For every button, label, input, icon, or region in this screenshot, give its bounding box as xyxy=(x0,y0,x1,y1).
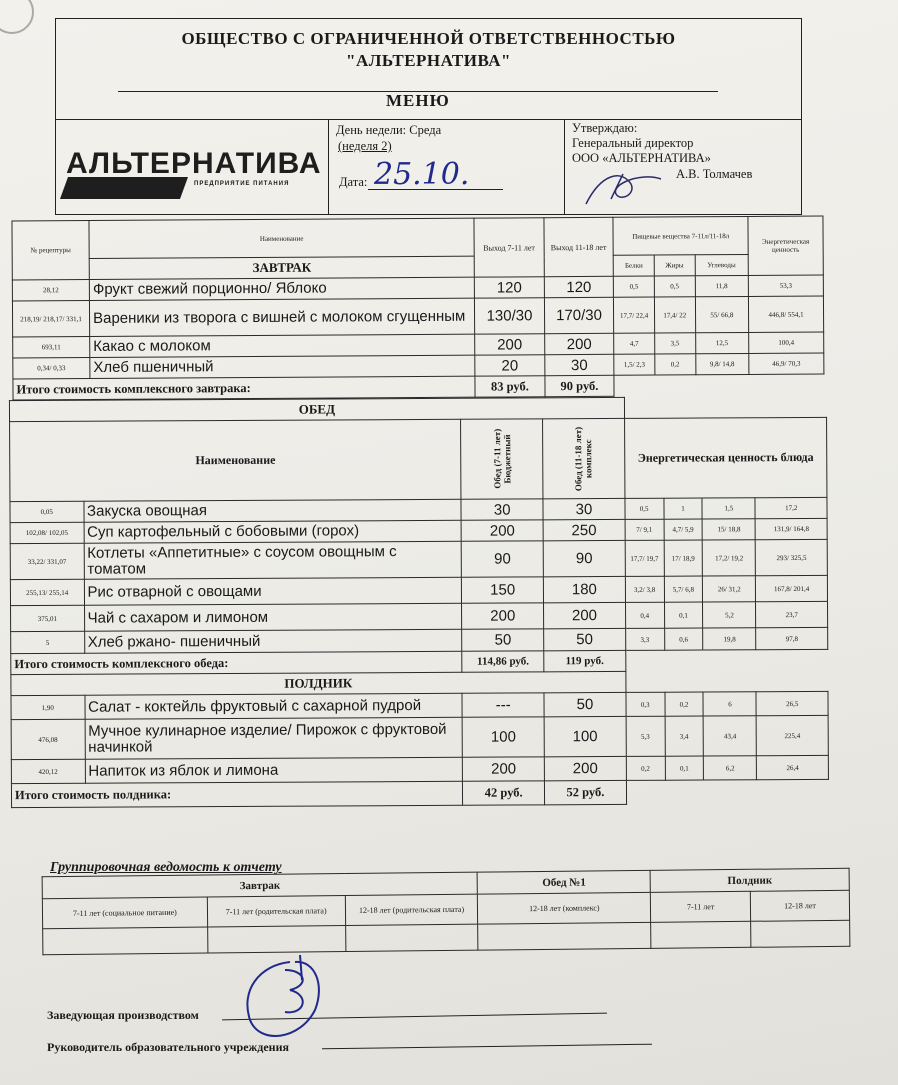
divider xyxy=(328,119,329,214)
menu-table-breakfast xyxy=(11,216,824,401)
col-energy: Энергетическая ценность xyxy=(748,216,823,275)
group-col-6: 12-18 лет xyxy=(750,890,849,921)
group-header-snack: Полдник xyxy=(650,868,849,892)
date-underline xyxy=(368,189,503,190)
col-lunch-out2: Обед (11-18 лет) комплекс xyxy=(573,426,594,491)
col-energy: Энергетическая ценность блюда xyxy=(624,417,827,498)
table-row: 28,12 Фрукт свежий порционно/ Яблоко 120 120 0,5 0,5 11,8 53,3 xyxy=(12,275,823,301)
col-recipe: № рецептуры xyxy=(12,221,89,280)
company-logo xyxy=(64,147,324,217)
menu-table-lunch xyxy=(9,396,829,808)
menu-title: МЕНЮ xyxy=(386,91,450,110)
col-out2: Выход 11-18 лет xyxy=(544,217,614,276)
col-protein: Белки xyxy=(613,255,654,276)
col-fat: Жиры xyxy=(654,255,695,276)
col-nutrients: Пищевые вещества 7-11л/11-18л xyxy=(613,216,748,255)
date-handwritten: 25.10. xyxy=(374,157,470,192)
col-name: Наименование xyxy=(10,419,462,501)
total-label: Итого стоимость комплексного завтрака: xyxy=(13,376,475,400)
header-box xyxy=(55,18,802,215)
table-row: 476,08 Мучное кулинарное изделие/ Пирожок с фруктовой начинкой 100 100 5,3 3,4 43,4 225,4 xyxy=(11,715,828,759)
org-name-line1: ОБЩЕСТВО С ОГРАНИЧЕННОЙ ОТВЕТСТВЕННОСТЬЮ xyxy=(181,29,676,48)
week-number: (неделя 2) xyxy=(338,139,392,153)
group-header-lunch: Обед №1 xyxy=(478,870,651,894)
table-row: 33,22/ 331,07 Котлеты «Аппетитные» с соусом овощным с томатом 90 90 17,7/ 19,7 17/ 18,9 17,2/ 19,2 293/ 325,5 xyxy=(10,539,827,579)
approve-name: А.В. Толмачев xyxy=(676,167,753,181)
grouping-title: Группировочная ведомость к отчету xyxy=(50,860,282,875)
total-label: Итого стоимость комплексного обеда: xyxy=(11,651,462,674)
col-name: Наименование xyxy=(89,218,474,258)
table-row: 255,13/ 255,14 Рис отварной с овощами 150 180 3,2/ 3,8 5,7/ 6,8 26/ 31,2 167,8/ 201,4 xyxy=(10,575,827,605)
divider xyxy=(564,119,565,214)
approve-position: Генеральный директор xyxy=(572,136,694,150)
table-row: 1,90 Салат - коктейль фруктовый с сахарной пудрой --- 50 0,3 0,2 6 26,5 xyxy=(11,691,828,719)
total-value-1: 114,86 руб. xyxy=(462,651,544,672)
logo-subtitle: ПРЕДПРИЯТИЕ ПИТАНИЯ xyxy=(194,181,290,187)
table-row: 0,05 Закуска овощная 30 30 0,5 1 1,5 17,2 xyxy=(10,497,827,522)
approve-company: ООО «АЛЬТЕРНАТИВА» xyxy=(572,151,711,165)
table-row: 0,34/ 0,33 Хлеб пшеничный 20 30 1,5/ 2,3 0,2 9,8/ 14,8 46,9/ 70,3 xyxy=(13,353,824,379)
divider xyxy=(56,119,801,120)
head-production-label: Заведующая производством xyxy=(47,1008,199,1022)
total-value-2: 52 руб. xyxy=(545,780,627,804)
paper-clip xyxy=(0,0,34,34)
table-row: 5 Хлеб ржано- пшеничный 50 50 3,3 0,6 19,8 97,8 xyxy=(11,627,828,653)
table-row: 420,12 Напиток из яблок и лимона 200 200 0,2 0,1 6,2 26,4 xyxy=(11,755,828,783)
col-out1: Выход 7-11 лет xyxy=(474,218,544,277)
group-col-1: 7-11 лет (социальное питание) xyxy=(42,897,207,929)
date-label: Дата: xyxy=(339,175,368,189)
handwritten-signature xyxy=(230,950,340,1050)
total-value-1: 83 руб. xyxy=(475,376,545,397)
section-breakfast: ЗАВТРАК xyxy=(89,256,474,279)
total-value-1: 42 руб. xyxy=(463,781,545,805)
col-carb: Углеводы xyxy=(695,254,749,275)
table-row: 102,08/ 102,05 Суп картофельный с бобовыми (горох) 200 250 7/ 9,1 4,7/ 5,9 15/ 18,8 131,9/ 164,8 xyxy=(10,518,827,543)
director-signature xyxy=(581,164,671,209)
logo-text: АЛЬТЕРНАТИВА xyxy=(66,147,322,180)
signature-line xyxy=(322,1044,652,1050)
group-col-2: 7-11 лет (родительская плата) xyxy=(207,896,345,927)
grouping-table xyxy=(42,868,851,955)
total-label: Итого стоимость полдника: xyxy=(11,781,462,807)
col-lunch-out1: Обед (7-11 лет) Бюджетный xyxy=(491,429,513,490)
day-of-week: День недели: Среда xyxy=(336,123,442,137)
section-snack: ПОЛДНИК xyxy=(11,671,626,695)
group-col-4: 12-18 лет (комплекс) xyxy=(478,892,651,924)
total-row xyxy=(11,779,828,807)
head-school-label: Руководитель образовательного учреждения xyxy=(47,1040,289,1054)
total-value-2: 90 руб. xyxy=(545,375,615,396)
total-value-2: 119 руб. xyxy=(544,650,626,671)
org-name-line2: "АЛЬТЕРНАТИВА" xyxy=(346,51,511,70)
section-lunch: ОБЕД xyxy=(9,397,624,421)
approve-label: Утверждаю: xyxy=(572,121,638,135)
table-row: 375,01 Чай с сахаром и лимоном 200 200 0,4 0,1 5,2 23,7 xyxy=(11,601,828,631)
group-header-breakfast: Завтрак xyxy=(42,872,478,899)
group-col-3: 12-18 лет (родительская плата) xyxy=(345,894,478,925)
table-row: 218,19/ 218,17/ 331,1 Вареники из творога с вишней с молоком сгущенным 130/30 170/30 17,7/ 22,4 17,4/ 22 55/ 66,8 446,8/ 554,1 xyxy=(12,296,823,337)
group-col-5: 7-11 лет xyxy=(651,891,751,922)
table-row: 693,11 Какао с молоком 200 200 4,7 3,5 12,5 100,4 xyxy=(13,332,824,358)
